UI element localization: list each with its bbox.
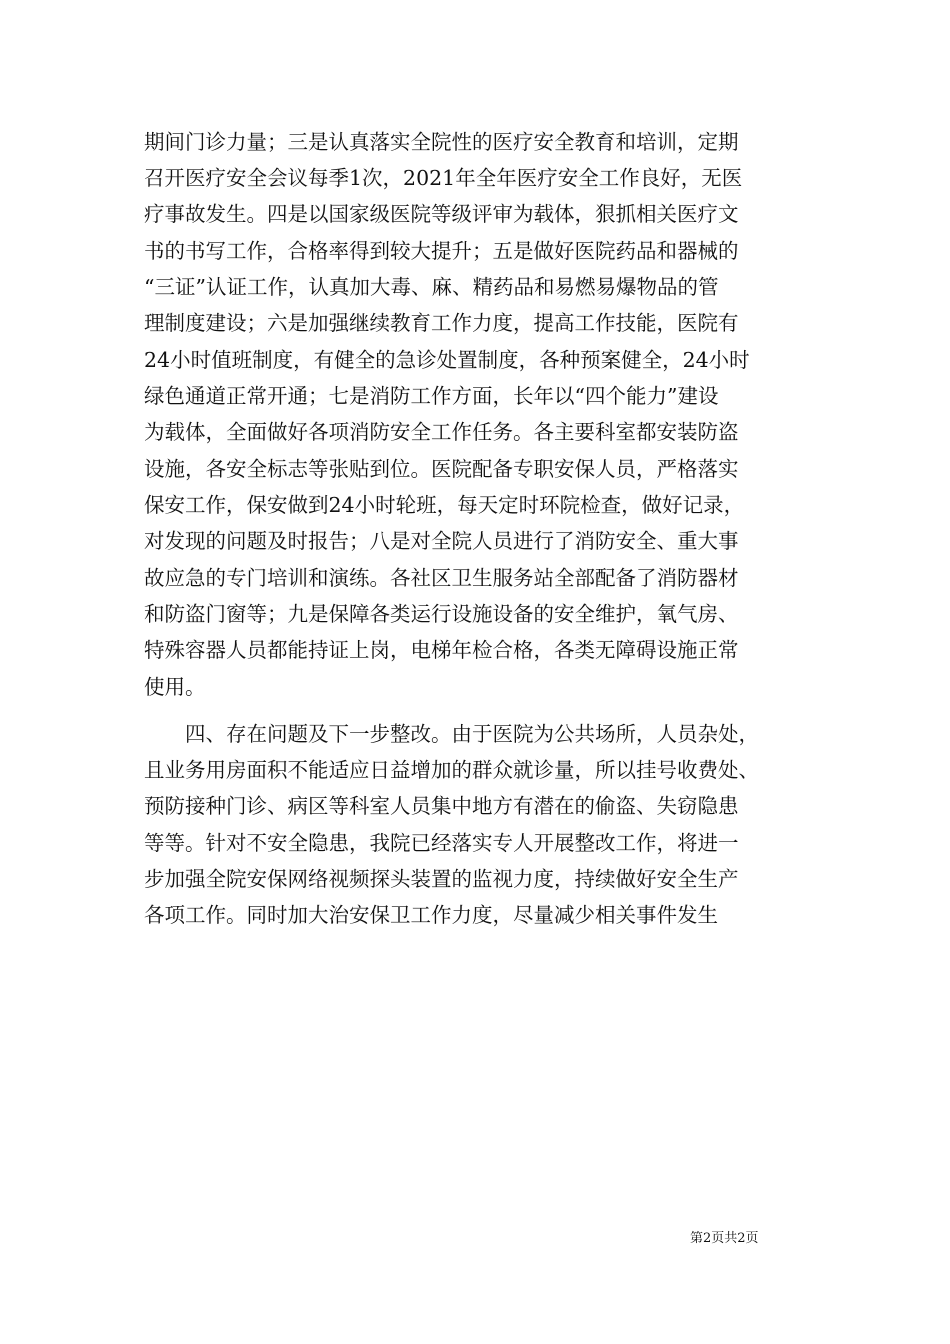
text-line: 各项工作。同时加大治安保卫工作力度，尽量减少相关事件发生 [144, 903, 718, 927]
text-line: 等等。针对不安全隐患，我院已经落实专人开展整改工作，将进一 [144, 831, 739, 855]
text-line: 步加强全院安保网络视频探头装置的监视力度，持续做好安全生产 [144, 867, 739, 891]
page-number: 第2页共2页 [690, 1231, 759, 1246]
text-line: 保安工作，保安做到24小时轮班，每天定时环院检查，做好记录， [144, 493, 745, 517]
text-line: 理制度建设；六是加强继续教育工作力度，提高工作技能，医院有 [144, 311, 739, 335]
text-line: 特殊容器人员都能持证上岗，电梯年检合格，各类无障碍设施正常 [144, 638, 739, 662]
text-line: 设施，各安全标志等张贴到位。医院配备专职安保人员，严格落实 [144, 457, 739, 481]
text-line: 24小时值班制度，有健全的急诊处置制度，各种预案健全，24小时 [144, 348, 750, 372]
text-line: 疗事故发生。四是以国家级医院等级评审为载体，狠抓相关医疗文 [144, 202, 739, 226]
text-line: 和防盗门窗等；九是保障各类运行设施设备的安全维护，氧气房、 [144, 602, 739, 626]
text-line: 书的书写工作，合格率得到较大提升；五是做好医院药品和器械的 [144, 239, 739, 263]
text-line: 使用。 [144, 675, 206, 699]
text-line: “三证”认证工作，认真加大毒、麻、精药品和易燃易爆物品的管 [144, 275, 719, 299]
text-line: 且业务用房面积不能适应日益增加的群众就诊量，所以挂号收费处、 [144, 758, 759, 782]
text-line: 故应急的专门培训和演练。各社区卫生服务站全部配备了消防器材 [144, 566, 739, 590]
text-line: 预防接种门诊、病区等科室人员集中地方有潜在的偷盗、失窃隐患 [144, 794, 739, 818]
text-line: 为载体，全面做好各项消防安全工作任务。各主要科室都安装防盗 [144, 420, 739, 444]
paragraph-first-line: 四、存在问题及下一步整改。由于医院为公共场所，人员杂处， [185, 722, 759, 746]
text-line: 对发现的问题及时报告；八是对全院人员进行了消防安全、重大事 [144, 529, 739, 553]
text-line: 期间门诊力量；三是认真落实全院性的医疗安全教育和培训，定期 [144, 130, 739, 154]
text-line: 召开医疗安全会议每季1次，2021年全年医疗安全工作良好，无医 [144, 166, 743, 190]
text-line: 绿色通道正常开通；七是消防工作方面，长年以“四个能力”建设 [144, 384, 719, 408]
